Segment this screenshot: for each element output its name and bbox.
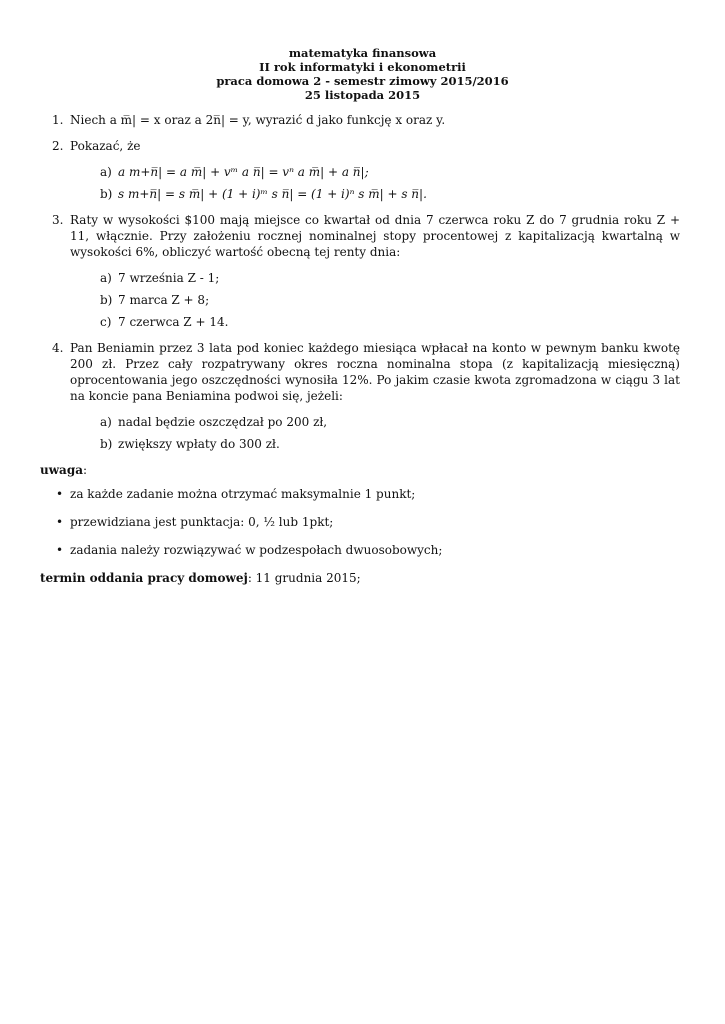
remark-text: przewidziana jest punktacja: 0, ½ lub 1pkt; (70, 515, 334, 529)
subproblem-label: a) (100, 415, 112, 429)
subproblem (70, 270, 680, 286)
deadline-value: : 11 grudnia 2015; (247, 571, 361, 585)
problem-1 (40, 112, 680, 128)
subproblem (70, 414, 680, 430)
remarks-colon: : (83, 463, 88, 477)
remarks-list (40, 486, 680, 558)
remarks-title: uwaga (40, 463, 83, 477)
subproblem-text: 7 czerwca Z + 14. (118, 315, 229, 329)
remarks-heading (40, 462, 680, 478)
subproblem (70, 164, 680, 180)
remark-item (40, 542, 680, 558)
subproblem-text: nadal będzie oszczędzał po 200 zł, (118, 415, 328, 429)
problem-number: 1. (52, 113, 64, 127)
document-body (40, 112, 680, 586)
remark-text: zadania należy rozwiązywać w podzespołach dwuosobowych; (70, 543, 443, 557)
document-header (0, 46, 725, 102)
problem-number: 3. (52, 213, 64, 227)
subproblem (70, 186, 680, 202)
problem-2 (40, 138, 680, 202)
formula: a m+n̅| = a m̅| + vᵐ a n̅| = vⁿ a m̅| + a n̅|; (118, 165, 369, 179)
course-title: matematyka finansowa (288, 46, 437, 60)
bullet-icon: • (56, 543, 64, 557)
problem-number: 4. (52, 341, 64, 355)
subproblem-label: b) (100, 437, 113, 451)
subproblem-label: c) (100, 315, 112, 329)
bullet-icon: • (56, 487, 64, 501)
remark-item (40, 514, 680, 530)
problem-text: Niech a m̅| = x oraz a 2n̅| = y, wyrazić d jako funkcję x oraz y. (70, 113, 446, 127)
problem-4 (40, 340, 680, 452)
remark-text: za każde zadanie można otrzymać maksymalnie 1 punkt; (70, 487, 416, 501)
remark-item (40, 486, 680, 502)
subproblem-label: a) (100, 165, 112, 179)
formula: s m+n̅| = s m̅| + (1 + i)ᵐ s n̅| = (1 + i)ⁿ s m̅| + s n̅|. (118, 187, 427, 201)
subproblem (70, 292, 680, 308)
subproblem-text: 7 marca Z + 8; (118, 293, 210, 307)
problem-text: Pan Beniamin przez 3 lata pod koniec każdego miesiąca wpłacał na konto w pewnym banku kwotę 200 zł. Przez cały rozpatrywany okres roczna nominalna stopa (z kapitalizacją miesięczną) oprocentowania jego oszczędności wynosiła 12%. Po jakim czasie kwota zgromadzona w ciągu 3 lat na koncie pana Beniamina podwoi się, jeżeli: (70, 341, 680, 403)
subproblem-label: b) (100, 293, 113, 307)
problem-number: 2. (52, 139, 64, 153)
subproblem (70, 436, 680, 452)
subproblem-text: 7 września Z - 1; (118, 271, 220, 285)
subproblem-list (70, 270, 680, 330)
assignment-title: praca domowa 2 - semestr zimowy 2015/2016 (216, 74, 509, 88)
subproblem-label: a) (100, 271, 112, 285)
course-program: II rok informatyki i ekonometrii (259, 60, 466, 74)
subproblem-label: b) (100, 187, 113, 201)
problem-3 (40, 212, 680, 330)
subproblem (70, 314, 680, 330)
subproblem-text: zwiększy wpłaty do 300 zł. (118, 437, 280, 451)
problem-text: Pokazać, że (70, 139, 141, 153)
bullet-icon: • (56, 515, 64, 529)
assignment-date: 25 listopada 2015 (304, 88, 421, 102)
deadline (40, 570, 680, 586)
problem-text: Raty w wysokości $100 mają miejsce co kwartał od dnia 7 czerwca roku Z do 7 grudnia roku Z + 11, włącznie. Przy założeniu rocznej nominalnej stopy procentowej z kapitalizacją kwartalną w wysokości 6%, obliczyć wartość obecną tej renty dnia: (70, 213, 680, 259)
subproblem-list (70, 414, 680, 452)
subproblem-list (70, 164, 680, 202)
deadline-label: termin oddania pracy domowej (40, 571, 248, 585)
